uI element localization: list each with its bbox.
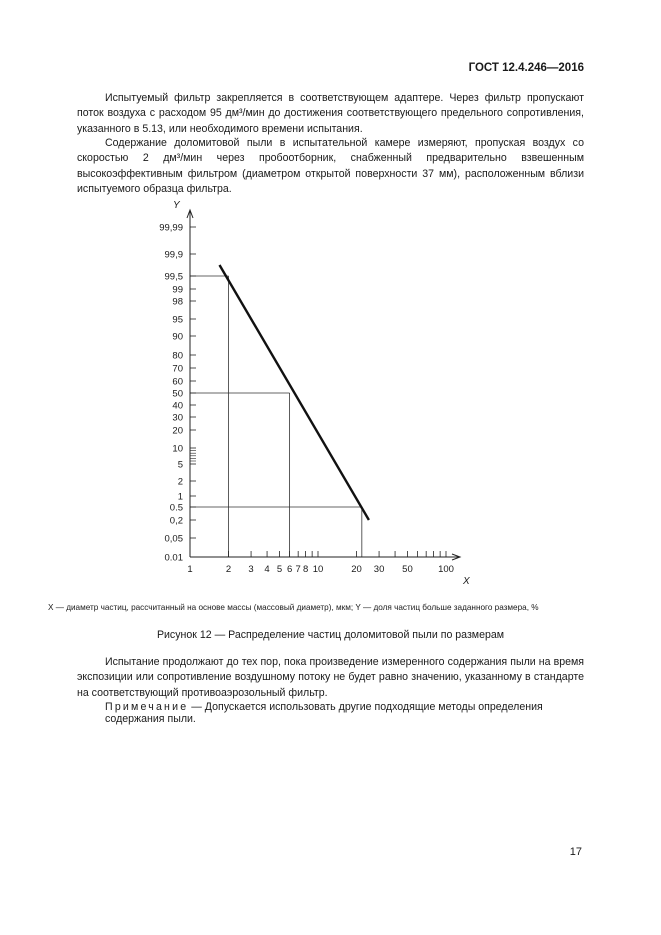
paragraph-filter-mount: Испытуемый фильтр закрепляется в соответствующем адаптере. Через фильтр пропускают поток воздуха с расходом 95 дм³/мин до достижения соответствующего предельного сопротивления, указанного в 5.13, или необходимого времени испытания. [77,92,584,135]
x-tick-label: 1 [187,564,193,575]
y-tick-label: 99 [172,284,183,296]
x-tick-label: 100 [438,564,454,575]
y-tick-label: 1 [177,491,183,503]
y-tick-label: 99,99 [159,222,183,234]
y-tick-label: 2 [177,476,183,488]
y-tick-label: 5 [177,459,183,471]
x-tick-label: 7 [295,564,301,575]
paragraph-dust-measurement: Содержание доломитовой пыли в испытательной камере измеряют, пропуская воздух со скоростью 2 дм³/мин через пробоотборник, снабженный предварительно взвешенным высокоэффективным фильтром (диаметром открытой поверхности 37 мм), расположенным вблизи испытуемого образца фильтра. [77,137,584,195]
y-tick-label: 95 [172,314,183,326]
x-tick-label: 20 [351,564,362,575]
note [105,701,585,725]
x-tick-label: 4 [264,564,270,575]
x-tick-label: 2 [225,564,232,575]
axes [187,210,460,560]
series [220,265,369,520]
x-axis-label: X [463,576,470,587]
y-tick-label: 60 [172,376,183,388]
page-number: 17 [569,846,582,858]
y-tick-label: 90 [172,331,183,343]
tick-labels [159,200,470,587]
note-label: Примечание [105,701,189,713]
standard-header: ГОСТ 12.4.246—2016 [468,62,584,74]
y-tick-label: 0.01 [164,552,183,564]
y-tick-label: 0.5 [169,502,183,514]
y-axis-label: Y [173,200,180,211]
x-tick-label: 50 [402,564,413,575]
x-tick-label: 5 [276,564,283,575]
y-tick-label: 10 [172,443,183,455]
y-tick-label: 40 [172,400,183,412]
y-tick-label: 20 [172,425,183,437]
y-tick-label: 99,5 [164,271,183,283]
x-tick-label: 3 [248,564,254,575]
y-tick-label: 0,2 [169,515,183,527]
x-tick-label: 8 [302,564,309,575]
paragraph-test-duration: Испытание продолжают до тех пор, пока произведение измеренного содержания пыли на время экспозиции или сопротивление воздушному потоку не будет равно значению, указанному в стандарте на соответствующий противоаэрозольный фильтр. [77,656,584,699]
y-tick-label: 0,05 [164,533,183,545]
series-line [220,265,369,520]
note-text: — Допускается использовать другие подходящие методы определения содержания пыли. [105,701,543,725]
y-tick-label: 70 [172,363,183,375]
y-tick-label: 98 [172,296,183,308]
y-tick-label: 50 [172,388,183,400]
chart-legend: X — диаметр частиц, рассчитанный на основе массы (массовый диаметр), мкм; Y — доля частиц больше заданного размера, % [48,603,539,612]
y-tick-label: 99,9 [164,249,183,261]
x-tick-label: 6 [286,564,293,575]
x-tick-label: 30 [373,564,385,575]
y-tick-label: 30 [172,412,183,424]
figure-caption: Рисунок 12 — Распределение частиц доломитовой пыли по размерам [156,629,505,641]
x-tick-label: 10 [312,564,324,575]
y-tick-label: 80 [172,350,183,362]
reference-lines [190,276,362,557]
